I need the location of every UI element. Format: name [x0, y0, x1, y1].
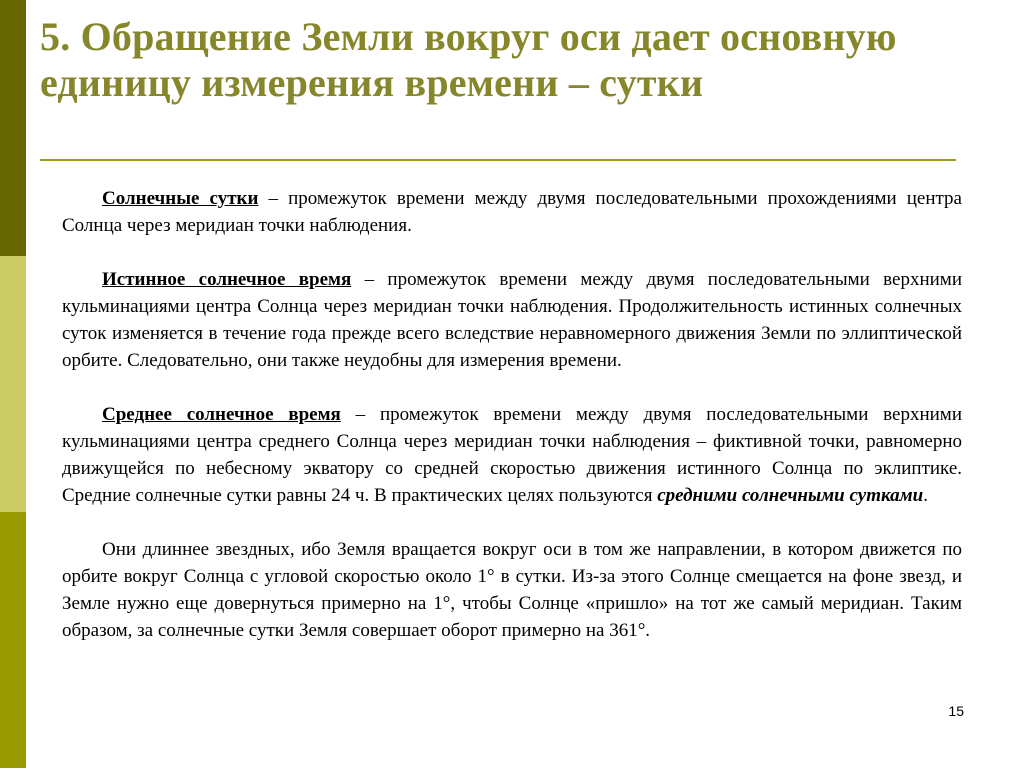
term-mean-solar-time: Среднее солнечное время	[102, 404, 341, 425]
side-bar-middle	[0, 256, 26, 512]
slide-content	[62, 185, 962, 644]
term-solar-day: Солнечные сутки	[102, 188, 259, 209]
paragraph-text: Они длиннее звездных, ибо Земля вращается вокруг оси в том же направлении, в котором движется по орбите вокруг Солнца с угловой скоростью около 1° в сутки. Из-за этого Солнце смещается на фоне звезд, и Земле нужно еще довернуться примерно на 1°, чтобы Солнце «пришло» на тот же самый меридиан. Таким образом, за солнечные сутки Земля совершает оборот примерно на 361°.	[62, 539, 962, 641]
page-number: 15	[948, 703, 964, 719]
paragraph-solar-day	[62, 185, 962, 239]
paragraph-text: – промежуток времени между двумя последовательными верхними кульминациями центра среднего Солнца через меридиан точки наблюдения – фиктивной точки, равномерно движущейся по небесному экватору со средней скоростью движения истинного Солнца по эклиптике. Средние солнечные сутки равны 24 ч. В практических целях пользуются	[62, 404, 962, 506]
paragraph-mean-solar-time	[62, 401, 962, 509]
term-true-solar-time: Истинное солнечное время	[102, 269, 352, 290]
paragraph-explanation	[62, 536, 962, 644]
title-divider	[40, 159, 956, 161]
slide-title: 5. Обращение Земли вокруг оси дает основную единицу измерения времени – сутки	[40, 14, 897, 105]
paragraph-text: – промежуток времени между двумя последовательными верхними кульминациями центра Солнца через меридиан точки наблюдения. Продолжительность истинных солнечных суток изменяется в течение года прежде всего вследствие неравномерного движения Земли по эллиптической орбите. Следовательно, они также неудобны для измерения времени.	[62, 269, 962, 371]
side-bar-top	[0, 0, 26, 256]
side-bar-bottom	[0, 512, 26, 768]
emphasis-mean-solar-days: средними солнечными сутками	[657, 485, 924, 506]
paragraph-text: – промежуток времени между двумя последовательными прохождениями центра Солнца через меридиан точки наблюдения.	[62, 188, 962, 236]
paragraph-true-solar-time	[62, 266, 962, 374]
paragraph-tail: .	[923, 485, 928, 506]
